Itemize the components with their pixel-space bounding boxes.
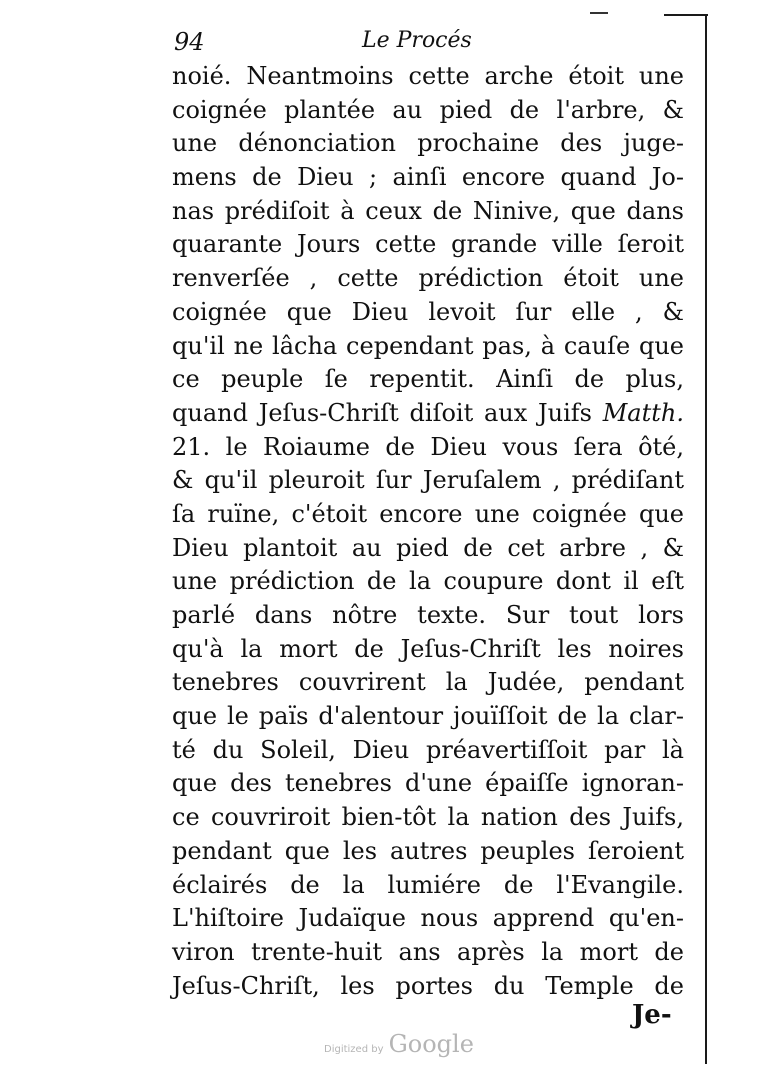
text-line: parlé dans nôtre texte. Sur tout lors [172, 601, 684, 629]
text-line: ce couvriroit bien-tôt la nation des Juifs, [172, 803, 684, 832]
google-logo: Google [388, 1030, 474, 1058]
text-line: pendant que les autres peuples ſeroient [172, 836, 684, 865]
running-title: Le Procés [362, 28, 472, 53]
text-line: éclairés de la lumiére de l'Evangile. [172, 870, 684, 899]
text-line: que des tenebres d'une épaiſſe ignoran- [172, 769, 684, 798]
text-line: que le païs d'alentour jouïſſoit de la clar- [172, 702, 684, 731]
page-edge-right [705, 14, 707, 1064]
text-line: qu'à la mort de Jeſus-Chriſt les noires [172, 634, 684, 663]
scan-mark [590, 12, 608, 14]
text-line: 21. le Roiaume de Dieu vous ſera ôté, [172, 432, 684, 461]
watermark-prefix: Digitized by [324, 1044, 384, 1055]
text-line: coignée que Dieu levoit ſur elle , & [172, 297, 684, 326]
text-line: qu'il ne lâcha cependant pas, à cauſe que [172, 331, 684, 360]
text-line: mens de Dieu ; ainſi encore quand Jo- [172, 163, 684, 192]
text-line: & qu'il pleuroit ſur Jeruſalem , prédiſant [172, 466, 684, 495]
text-line: viron trente-huit ans après la mort de [172, 937, 684, 966]
text-line: une prédiction de la coupure dont il eſt [172, 567, 684, 596]
text-line: ce peuple ſe repentit. Ainſi de plus, [172, 365, 684, 394]
text-line-main: quand Jeſus-Chriſt diſoit aux Juifs [172, 398, 592, 427]
digitized-watermark [324, 1030, 474, 1058]
text-line: coignée plantée au pied de l'arbre, & [172, 95, 684, 124]
text-line: té du Soleil, Dieu préavertiſſoit par là [172, 735, 684, 764]
body-text [172, 60, 684, 1003]
text-line: nas prédiſoit à ceux de Ninive, que dans [172, 196, 684, 225]
margin-note: Matth. [602, 398, 684, 427]
text-line: ſa ruïne, c'étoit encore une coignée que [172, 499, 684, 528]
text-line: L'hiſtoire Judaïque nous apprend qu'en- [172, 904, 684, 933]
page-edge-top [664, 14, 708, 16]
text-line: noié. Neantmoins cette arche étoit une [172, 62, 684, 90]
page-number: 94 [174, 28, 205, 56]
text-line: renverſée , cette prédiction étoit une [172, 264, 684, 293]
catchword: Je- [632, 1000, 672, 1030]
page-header [174, 28, 684, 62]
text-line: tenebres couvrirent la Judée, pendant [172, 668, 684, 697]
text-line-with-note [172, 397, 684, 431]
text-line: Jeſus-Chriſt, les portes du Temple de [172, 971, 684, 1000]
text-line: une dénonciation prochaine des juge- [172, 129, 684, 158]
text-line: quarante Jours cette grande ville ſeroit [172, 230, 684, 259]
text-line: Dieu plantoit au pied de cet arbre , & [172, 533, 684, 562]
